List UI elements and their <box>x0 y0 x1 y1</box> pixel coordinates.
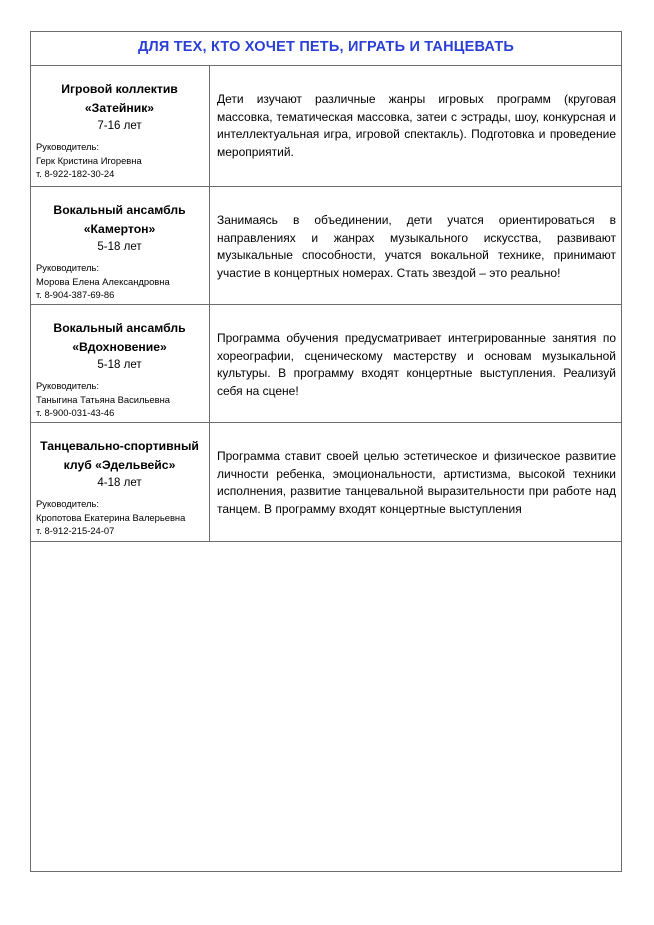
group-description-cell <box>210 66 622 186</box>
group-age: 4-18 лет <box>97 477 142 489</box>
leader-label: Руководитель: <box>36 141 100 152</box>
group-row-vdokhnovenie <box>30 304 622 422</box>
group-info <box>30 423 210 541</box>
group-name-line2: «Затейник» <box>84 101 155 115</box>
group-description-cell <box>210 187 622 304</box>
group-name <box>30 80 209 118</box>
page-frame <box>30 31 622 872</box>
group-row-kamerton <box>30 186 622 304</box>
group-name-line2: «Камертон» <box>83 222 156 236</box>
group-name-line1: Игровой коллектив <box>61 82 178 96</box>
group-name-line2: клуб «Эдельвейс» <box>63 458 176 472</box>
group-description: Дети изучают различные жанры игровых программ (круговая массовка, тематическая массовка, затеи с эстрады, шоу, конкурсная и интеллектуальная игра, игровой спектакль). Подготовка и проведение мероприятий. <box>217 92 616 159</box>
leader-name: Таныгина Татьяна Васильевна <box>36 393 170 405</box>
group-description-cell <box>210 305 622 422</box>
group-description: Занимаясь в объединении, дети учатся ориентироваться в направлениях и жанрах музыкального искусства, развивают музыкальные способности, учатся вокальной технике, принимают участие в концертных номерах. Стать звездой – это реально! <box>217 213 616 280</box>
leader-phone: т. 8-900-031-43-46 <box>36 407 115 418</box>
group-row-edelweiss <box>30 422 622 542</box>
group-name-line1: Вокальный ансамбль <box>53 321 186 335</box>
group-name-line1: Вокальный ансамбль <box>53 203 186 217</box>
group-row-zateynik <box>30 65 622 186</box>
group-age: 7-16 лет <box>97 120 142 132</box>
group-name <box>30 201 209 239</box>
leader-name: Герк Кристина Игоревна <box>36 154 142 166</box>
leader-phone: т. 8-912-215-24-07 <box>36 525 115 536</box>
leader-name: Морова Елена Александровна <box>36 275 170 287</box>
group-description: Программа ставит своей целью эстетическое и физическое развитие личности ребенка, эмоциональности, артистизма, высокой техники исполнения, развитие танцевальной выразительности при работе над танцем. В программу входят концертные выступления <box>217 449 616 516</box>
leader-phone: т. 8-922-182-30-24 <box>36 168 115 179</box>
leader-label: Руководитель: <box>36 262 100 273</box>
group-name <box>30 437 209 475</box>
group-info <box>30 305 210 422</box>
group-name-line1: Танцевально-спортивный <box>40 439 199 453</box>
group-info <box>30 187 210 304</box>
group-age: 5-18 лет <box>97 241 142 253</box>
group-name <box>30 319 209 357</box>
leader-name: Кропотова Екатерина Валерьевна <box>36 511 186 523</box>
group-age: 5-18 лет <box>97 359 142 371</box>
leader-label: Руководитель: <box>36 498 100 509</box>
page-title: ДЛЯ ТЕХ, КТО ХОЧЕТ ПЕТЬ, ИГРАТЬ И ТАНЦЕВАТЬ <box>137 39 515 55</box>
group-info <box>30 66 210 186</box>
group-name-line2: «Вдохновение» <box>72 340 167 354</box>
leader-label: Руководитель: <box>36 380 100 391</box>
leader-phone: т. 8-904-387-69-86 <box>36 289 115 300</box>
group-description-cell <box>210 423 622 541</box>
group-description: Программа обучения предусматривает интегрированные занятия по хореографии, сценическому мастерству и основам музыкальной культуры. В программу входят концертные выступления. Реализуй себя на сцене! <box>217 331 616 398</box>
